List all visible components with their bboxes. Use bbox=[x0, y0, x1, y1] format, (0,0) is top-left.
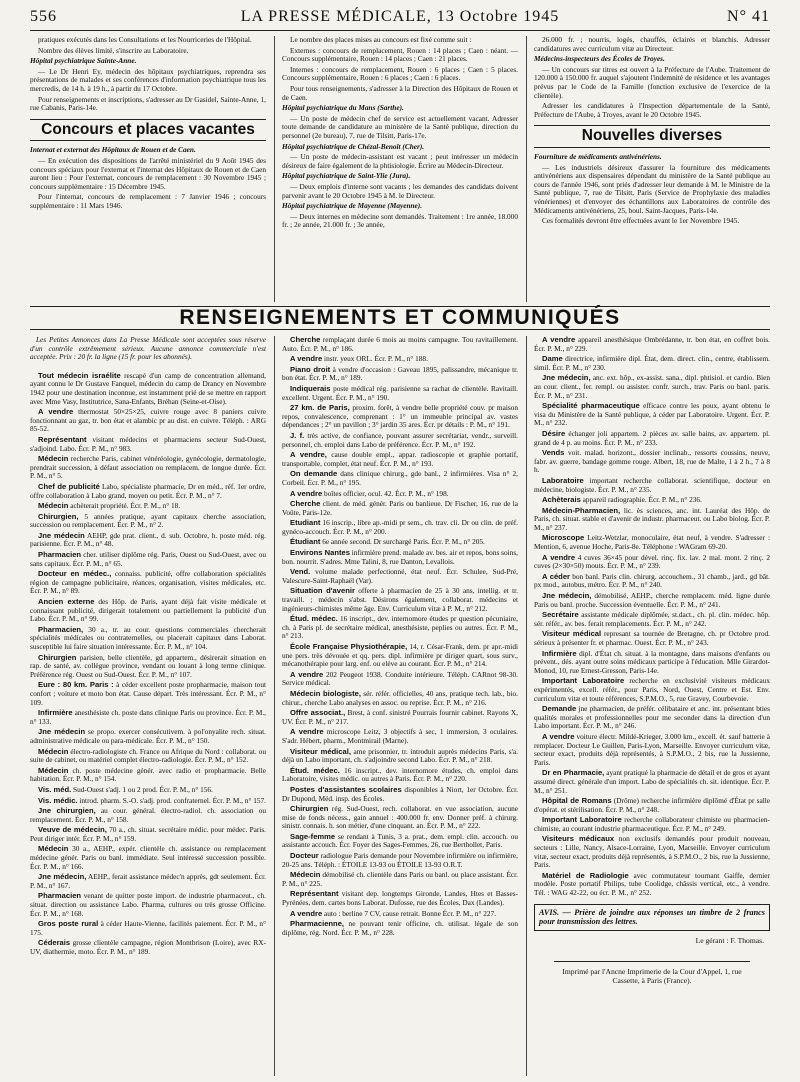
ad-lead: A vendre bbox=[290, 669, 324, 679]
classified-ad bbox=[534, 355, 770, 372]
ad-text: recherche Paris, cabinet vénéréologie, gynécologie, dermatologie, prendrait succession, à défaut association ou remplacem. de longue durée. Écr. P. M., n° 5. bbox=[30, 454, 266, 481]
ads-intro: Les Petites Annonces dans La Presse Médicale sont acceptées sous réserve d'un contrôle extrêmement sérieux. Aucune annonce commerciale n'est acceptée. Prix : 20 fr. la ligne (15 fr. pour les abonnés). bbox=[30, 336, 266, 362]
ad-lead: Pharmacien bbox=[38, 891, 82, 901]
ad-text: ayant pratiqué la pharmacie de détail et de gros et ayant assumé direct. générale d'un import. Labo de spécialités ch. sit. identique. Écr. P. M., n° 251. bbox=[534, 768, 770, 795]
classified-ad bbox=[30, 532, 266, 549]
classified-ad bbox=[282, 538, 518, 547]
ad-text: Leitz-Wetzlar, monoculaire, état neuf, à vendre. S'adresser : Mention, 6, avenue Hoche, Paris-8e. Téléphone : WAGram 69-20. bbox=[534, 533, 770, 552]
ad-text: 16 inscript., dev. internomore études pr question pécuniaire, ch. à Paris pl. de secrétaire médical, anesthésiste, peplies ou autres. Écr. P. M., n° 213. bbox=[282, 614, 518, 641]
ad-text: démobilisé, AEHP., cherche remplacem. méd. ligne durée Paris ou banl. proche. Succession éventuelle. Écr. P. M., n° 241. bbox=[534, 591, 770, 609]
ad-lead: Veuve de médecin, bbox=[38, 825, 107, 835]
running-header bbox=[30, 8, 770, 31]
ad-text: disponibles à Niort, 1er Octobre. Écr. Dr Dupond, Méd. insp. des Écoles. bbox=[282, 784, 518, 803]
ad-text: dans clinique chirurg., gde banl., 2 infirmières. Visa n° 2, Corbeil. Écr. P. M., n° 195. bbox=[282, 469, 518, 487]
ad-text: 6e année second. Dr surchargé Paris. Écr. P. M., n° 205. bbox=[320, 537, 485, 547]
ad-text: électro-radiologiste ch. France ou Afrique du Nord : collaborat. ou suite de cabinet, ou matériel complet électro-radiologie. Écr. P. M., n° 152. bbox=[30, 746, 266, 765]
article-paragraph: — Les industriels désireux d'assurer la fourniture des médicaments antivénériens aux dispensaires dépendant du ministère de la Santé publique au cours de l'année 1946, sont priés d'adresser leur demande à M. le Ministre de la Santé publique, 7, rue de Tilsitt, Paris (Service de Prophylaxie des maladies vénériennes) et d'envoyer des échantillons aux Laboratoires de contrôle des Médicaments antivénériens, 25, boul. Saint-Jacques, Paris-14e. bbox=[534, 162, 770, 215]
ad-lead: Étud. médec. bbox=[290, 614, 338, 624]
classified-ad bbox=[30, 845, 266, 871]
ad-text: (Drôme) recherche infirmière diplômé d'État pr salle d'opérat. et stérilisation. Écr. P. M., n° 248. bbox=[534, 796, 770, 814]
ad-text: grosse clientèle campagne, région Montbrison (Loire), avec RX-UV, diathermie, moto. Écr. P. M., n° 189. bbox=[30, 938, 266, 956]
classified-ad bbox=[30, 455, 266, 481]
classified-ad bbox=[30, 786, 266, 795]
ad-lead: Cherche bbox=[290, 336, 321, 344]
ad-lead: Indiquerais bbox=[290, 383, 331, 393]
classified-ad bbox=[30, 570, 266, 596]
ad-lead: Jne chirurgien, bbox=[38, 806, 96, 816]
classified-ad bbox=[282, 728, 518, 745]
classified-ad bbox=[282, 709, 518, 726]
classified-ad bbox=[282, 671, 518, 688]
ad-text: non exclusifs demandés pour produit nouveau, secteurs : Lille, Nancy, Alsace-Lorraine, Lyon, Marseille. Envoyer curriculum vitæ, secteur exact, produits déjà représentés, à S.P.M.O., 2 bis, rue la Jussienne, Paris. bbox=[534, 834, 770, 870]
classified-ad bbox=[534, 374, 770, 400]
classified-ad bbox=[30, 654, 266, 680]
ad-lead: Pharmacienne, bbox=[290, 919, 345, 929]
classified-ad bbox=[282, 404, 518, 430]
ad-lead: On demande bbox=[290, 469, 338, 479]
article-heading: Hôpital psychiatrique de Mayenne (Mayenne). bbox=[282, 201, 423, 211]
ad-lead: Céderais bbox=[38, 938, 71, 948]
article-paragraph: Pour tous renseignements, s'adresser à la Direction des Hôpitaux de Rouen et de Caen. bbox=[282, 83, 518, 102]
ad-lead: Chirurgien bbox=[38, 652, 77, 662]
classified-ad bbox=[30, 892, 266, 918]
ad-text: AEHP, gde prat. client., d. sub. Octobre, h. poste méd. rég. parisienne. Écr. P. M., n° 48. bbox=[30, 530, 266, 549]
ad-text: très active, de confiance, pouvant assurer secrétariat, vendr., surveill. personnel, ch. emploi dans Labo de préférence. Écr. P. M., n° 192. bbox=[282, 430, 518, 449]
ad-text: recherche en exclusivité visiteurs médicaux expérimentés, excell. référ., pour Paris, Nord, Ouest, Centre et Est. Env. curriculum vitæ et toute références, S.P.M.O., 5, rue Gravey, Courbevoie. bbox=[534, 676, 770, 703]
ad-lead: Infirmière bbox=[542, 648, 577, 658]
masthead: LA PRESSE MÉDICALE, 13 Octobre 1945 bbox=[240, 8, 560, 25]
ad-text: infirmière prend. malade av. bes. air et repos, bons soins, bon. nourrit. S'adres. Mme Talini, 8, rue Danton, Levallois. bbox=[282, 548, 518, 566]
ad-text: se propo. exercer consécutivem. à pol'onyalite rech. situat. administrative médicale ou para-médicale. Écr. P. M., n° 150. bbox=[30, 727, 266, 745]
article-paragraph: 26.000 fr. ; nourris, logés, chauffés, éclairés et blanchis. Adresser candidatures avec curriculum vitæ au Directeur. bbox=[534, 36, 770, 53]
section-title-nouvelles: Nouvelles diverses bbox=[534, 125, 770, 148]
ad-lead: Ancien externe bbox=[38, 597, 95, 607]
classified-ad bbox=[534, 573, 770, 590]
ad-text: au cour. général. électro-radiol. ch. association ou remplacement. Écr. P. M., n° 158. bbox=[30, 806, 266, 824]
classified-ad bbox=[534, 816, 770, 833]
ad-lead: Piano droit bbox=[290, 364, 331, 374]
ad-text: lic. ès sciences, anc. int. Lauréat des Hôp. de Paris, ch. situat. stable et d'avenir de industr. pharmaceut. ou Labo biolog. Écr. P. M., n° 237. bbox=[534, 505, 770, 532]
column-rule bbox=[526, 336, 527, 1076]
ad-text: à vendre d'occasion : Gaveau 1895, palissandre, mécanique tr. bon état. Écr. P. M., n° 189. bbox=[282, 364, 518, 383]
article-paragraph: Nombre des élèves limité, s'inscrire au Laboratoire. bbox=[38, 45, 189, 55]
ad-text: poste médical rég. parisienne sa rachat de clientèle. Ravitaill. excellent. Urgent. Écr. P. M., n° 190. bbox=[282, 383, 518, 402]
classified-ad bbox=[534, 797, 770, 814]
ad-lead: Environs Nantes bbox=[290, 548, 350, 558]
classified-ad bbox=[534, 449, 770, 475]
classified-ad bbox=[534, 872, 770, 898]
classified-ad bbox=[282, 366, 518, 383]
ad-text: 202 Peugeot 1938. Conduite intérieure. Téléph. CARnot 98-30. Service médical. bbox=[282, 669, 518, 688]
ad-lead: A vendre bbox=[290, 908, 323, 918]
classified-ad bbox=[30, 873, 266, 890]
ad-text: voit. malad. horizont., dossier inclinab., ressorts coussins, neuve, fabr. av. guerre, bandage gomme rouge. Albert, 18, rue de Malte, 1 à 2 h., 7 à 8 h. bbox=[534, 448, 770, 475]
ad-lead: Visiteur médical, bbox=[290, 746, 351, 756]
classified-ad bbox=[30, 826, 266, 843]
ad-text: microscope Leitz, 3 objectifs à sec, 1 immersion, 3 oculaires. S'adr. Hébert, pharm., Montmirail (Marne). bbox=[282, 727, 518, 745]
classified-ad bbox=[30, 681, 266, 707]
ad-text: 70 a., ch. situat. secrétaire médic. pour médec. Paris. Peut diriger intér. Écr. P. M., n° 159. bbox=[30, 825, 266, 843]
ad-lead: Matériel de Radiologie bbox=[542, 870, 629, 880]
classified-ad bbox=[534, 611, 770, 628]
top-column-1 bbox=[30, 36, 266, 302]
classified-ad bbox=[30, 408, 266, 434]
classified-ad bbox=[30, 748, 266, 765]
ad-lead: Important Laboratoire bbox=[542, 815, 622, 825]
ad-text: avec commutateur tournant Gaiffe, dernier modèle. Poste portatif Philips, tube Coolidge, châssis vertical, etc., à vendre. Tél. : WAG 42-22, ou écr. P. M., n° 252. bbox=[534, 870, 770, 898]
ad-text: rég. Sud-Ouest, rech. collaborat. en vue association, aucune mise de fonds nécess., gain annuel : 400.000 fr. env. Donner préf. à chirurg. sinistr. connais. h. son métier, d'une cinquant. an. Écr. P. M., n° 222. bbox=[282, 804, 518, 831]
article-paragraph: — Un poste de médecin chef de service est actuellement vacant. Adresser toute demande de candidature au ministère de la Santé publique, direction du personnel (2e bureau), 7, rue de Tilsitt, Paris-17e. bbox=[282, 113, 518, 140]
column-rule bbox=[526, 36, 527, 302]
ad-lead: Médecin bbox=[38, 746, 69, 756]
imprint-line: Imprimé par l'Ancne Imprimerie de la Cour d'Appel, 1, rue Cassette, à Paris (France). bbox=[554, 961, 750, 985]
ad-lead: Pharmacien bbox=[38, 550, 82, 560]
classified-ad bbox=[30, 502, 266, 511]
ad-lead: Visiteur médical bbox=[542, 629, 602, 639]
ad-lead: Docteur bbox=[290, 851, 319, 861]
classified-ad bbox=[282, 786, 518, 803]
ad-text: voiture électr. Mildé-Krieger, 3.000 km., excell. ét. sauf batterie à remplacer. Docteur Le Guillen, Paris-Lyon, Marseille. Envoyer curriculum vitæ, secteur exact, produits déjà représentés, à S.P.M.O., 2 bis, rue la Jussienne, Paris. bbox=[534, 731, 770, 767]
ad-lead: Important Laboratoire bbox=[542, 676, 625, 686]
ad-text: jne pharmacien, de préfér. célibataire et anc. int. présentant bties qualités morales et professionnelles pour me seconder dans la direction d'un Labo important. Écr. P. M., n° 246. bbox=[534, 704, 770, 731]
classified-ad bbox=[282, 852, 518, 869]
ad-text: dipl. d'État ch. situat. à la montagne, dans maisons d'enfants ou prévent., dés. ayant outre soins médicaux participe à l'éducation. Mlle Girardot-Monod, 10, rue Ernest-Gresson, Paris-14e. bbox=[534, 648, 770, 675]
ad-lead: Laboratoire bbox=[542, 475, 584, 485]
ads-column-3 bbox=[534, 336, 770, 1076]
classified-ad bbox=[534, 554, 770, 571]
ad-text: efficace contre les poux, ayant obtenu le visa du Ministère de la Santé publique, à céder par Laboratoire. Urgent. Écr. P. M., n° 232. bbox=[534, 401, 770, 428]
article-paragraph: Ces formalités devront être effectuées avant le 1er Novembre 1945. bbox=[542, 216, 740, 226]
classified-ad bbox=[30, 807, 266, 824]
ad-lead: A vendre bbox=[542, 731, 575, 741]
ad-text: se rendant à Tunis, 3 a. prat., dem. empl. clin. accouch. ou assistante accouch. Écr. Foyer des Sages-Femmes, 26, rue Berthollet, Paris. bbox=[282, 831, 518, 850]
ad-text: appareil radiographie. Écr. P. M., n° 236. bbox=[580, 495, 702, 505]
classified-ad bbox=[282, 355, 518, 364]
classified-ad bbox=[282, 833, 518, 850]
classified-ad bbox=[534, 507, 770, 533]
ad-lead: Médecin bbox=[290, 870, 321, 880]
article-paragraph: Externes : concours de remplacement, Rouen : 14 places ; Caen : néant. — Concours supplémentaire, Rouen : 14 places ; Caen : 21 places. bbox=[282, 45, 518, 64]
ad-lead: Chirurgien bbox=[290, 804, 329, 814]
ad-lead: A vendre bbox=[290, 727, 324, 737]
ad-text: 5 années pratique, ayant capitaux cherche association, succession ou remplacement. Écr. P. M., n° 2. bbox=[30, 511, 266, 530]
ad-text: achèterait propriété. Écr. P. M., n° 18. bbox=[68, 501, 181, 511]
ad-text: échanger joli appartem. 2 pièces av. salle bains, av. appartem. pl. grand de 4 p. au moins. Écr. P. M., n° 233. bbox=[534, 428, 770, 447]
ads-column-2 bbox=[282, 336, 518, 1076]
ad-text: rescapé d'un camp de concentration allemand, ayant connu le Dr Gustave Fanquel, médecin du camp de Drancy en Novembre 1942 pour une destination inconnue, est instamment prié de se mettre en rapport avec Mme Vasy, Institutrice, Sana-Enfants, Bréhan (Seine-et-Oise). bbox=[30, 370, 266, 406]
ad-text: AEHP., ferait assistance médec'n apprès, gdt seulement. Écr. P. M., n° 167. bbox=[30, 872, 266, 890]
ad-text: à céder excellent poste propharmacie, maison tout confort ; voiture et moto bon état. Cause départ. Très intéressant. Écr. P. M., n° 109. bbox=[30, 680, 266, 707]
ad-text: des Hôp. de Paris, ayant déjà fait visite médicale et connaissant publicité, dirigerait totalement ou partiellement la publicité d'un Labo. Écr. P. M., n° 99. bbox=[30, 597, 266, 624]
ad-lead: Vis. méd. bbox=[38, 784, 72, 794]
ads-column-1 bbox=[30, 336, 266, 1076]
classified-ad bbox=[282, 767, 518, 784]
classified-ad bbox=[282, 587, 518, 613]
ad-text: Labo, spécialiste pharmacie, Dr en méd., réf. 1er ordre, offre collaboration à Labo grand, moyen ou petit. Écr. P. M., n° 7. bbox=[30, 481, 266, 500]
ad-lead: École Française Physiothérapie, bbox=[290, 642, 408, 651]
classified-ad bbox=[30, 920, 266, 937]
ad-lead: Spécialité pharmaceutique bbox=[542, 401, 640, 411]
classified-ad bbox=[282, 470, 518, 487]
ad-text: radiologue Paris demande pour Novembre infirmière ou infirmière, 20-25 ans. Téléph. : ÉTOILE 13-93 ou ÉTOILE 13-93 O.R.T. bbox=[282, 851, 518, 869]
classified-ad bbox=[534, 430, 770, 447]
ad-lead: Hôpital de Romans bbox=[542, 796, 612, 806]
section-banner: RENSEIGNEMENTS ET COMMUNIQUÉS bbox=[30, 306, 770, 330]
ad-lead: Jne médecin, bbox=[542, 373, 591, 383]
ad-text: à céder Haute-Vienne, facilités paiement. Écr. P. M., n° 175. bbox=[30, 919, 266, 937]
ad-lead: Étud. médec. bbox=[290, 765, 340, 775]
ad-lead: Etudiant bbox=[290, 518, 321, 528]
ad-text: anesthésiste ch. poste dans clinique Paris ou province. Écr. P. M., n° 133. bbox=[30, 708, 266, 726]
ad-lead: Situation d'avenir bbox=[290, 586, 355, 596]
classified-ad bbox=[30, 728, 266, 745]
ad-lead: A vendre bbox=[542, 336, 576, 344]
ad-lead: Infirmière bbox=[38, 708, 73, 718]
ad-lead: Postes d'assistantes scolaires bbox=[290, 784, 402, 794]
issue-number: N° 41 bbox=[727, 8, 770, 25]
ad-text: 14, r. César-Frank, dem. pr apr.-midi une pers. très dévouée et qq. pers. dipl. infirmière pr diriger quart, sous surv., mécanothérapie pour larg. enf. ou elève au courant. Écr. P. M., n° 214. bbox=[282, 642, 518, 669]
classified-ad bbox=[282, 643, 518, 669]
ad-lead: Jne médecin bbox=[38, 727, 86, 737]
ad-text: 30 a., AEHP., expér. clientèle ch. assistance ou remplacement médecine génér. Paris ou banl. immédiate. Seul intéressé succession possible. Écr. P. M., n° 166. bbox=[30, 844, 266, 871]
ad-text: anc. ext. hôp., ex-assist. sana., dipl. phtisiol. et cardio. Bien au cour. client., fer. rempl. ou assister. confr. surch., trav. Paris ou banl. paris. Écr. P. M., n° 231. bbox=[534, 373, 770, 400]
classified-ad bbox=[534, 592, 770, 609]
ad-text: visitant médecins et pharmaciens secteur Sud-Ouest, s'adjoind. Labo. Écr. P. M., n° 983. bbox=[30, 434, 266, 453]
ad-lead: 27 km. de Paris, bbox=[290, 403, 350, 413]
classified-ad bbox=[30, 709, 266, 726]
classified-ad bbox=[282, 519, 518, 536]
ad-lead: Dame bbox=[542, 354, 563, 364]
ad-text: instr. yeux ORL. Écr. P. M., n° 188. bbox=[322, 354, 428, 364]
ad-lead: Représentant bbox=[290, 889, 339, 899]
classified-ad bbox=[282, 451, 518, 468]
ad-text: bon banl. Paris clin. chirurg. accouchem., 31 chamb., jard., gd bât. px mod., autobus, métro. Écr. P. M., n° 240. bbox=[534, 571, 770, 590]
classified-ad bbox=[30, 767, 266, 784]
classified-ad bbox=[534, 336, 770, 353]
ad-text: boîtes officier, ocul. 42. Écr. P. M., n° 198. bbox=[322, 488, 449, 498]
classified-ad bbox=[534, 835, 770, 869]
classified-ad bbox=[282, 890, 518, 907]
classified-ad bbox=[534, 769, 770, 795]
ad-text: cause double empl., appar. radioscopie et graphie portatif, transportable, complet, état neuf. Écr. P. M., n° 193. bbox=[282, 450, 518, 468]
ad-lead: Médecin bbox=[38, 501, 69, 511]
classified-ad bbox=[30, 626, 266, 652]
ad-lead: Médecin biologiste, bbox=[290, 688, 361, 698]
ad-lead: Jne médecin bbox=[38, 530, 85, 540]
classified-ad bbox=[30, 939, 266, 956]
ad-text: ne pouvant tenir officine, ch. utilisat. légale de son diplôme, rég. Nord. Écr. P. M., n° 228. bbox=[282, 919, 518, 937]
ad-text: cher. utiliser diplôme rég. Paris, Ouest ou Sud-Ouest, avec ou sans capitaux. Écr. P. M., n° 65. bbox=[30, 550, 266, 568]
article-paragraph: Pour renseignements et inscriptions, s'adresser au Dr Gasidel, Sainte-Anne, 1, rue Cabanis, Paris-14e. bbox=[30, 94, 266, 113]
ad-text: Brest, à conf. sinistré Pourrais fournir cabinet. Rayons X, UV. Écr. P. M., n° 217. bbox=[282, 708, 518, 726]
classified-ad bbox=[282, 568, 518, 585]
ad-text: thermostat 50×25×25, cuivre rouge avec 8 paniers cuivre fonctionnant au gaz, tr. bon état et alambic pr au dist. en cuivre. Téléph. : ARG 85-52. bbox=[30, 407, 266, 434]
ad-lead: A vendre bbox=[542, 552, 576, 562]
page-number: 556 bbox=[30, 8, 57, 25]
ad-lead: Gros poste rural bbox=[38, 919, 99, 929]
ad-text: 4 cuves 36×45 pour dével. rinç. fix. lav. 2 mal. mont. 2 rinç. 2 cuves (2×30×50) mouts. Écr. P. M., n° 239. bbox=[534, 552, 770, 571]
ad-lead: Pharmacien, bbox=[38, 624, 84, 634]
classified-ad bbox=[282, 748, 518, 765]
ad-lead: Médecin bbox=[38, 844, 69, 854]
ad-lead: J. f. bbox=[290, 430, 305, 440]
ad-text: appareil anesthésique Ombrédanne, tr. bon état, en coffret bois. Écr. P. M., n° 229. bbox=[534, 336, 770, 353]
ad-text: recherche collaborateur chimiste ou pharmacien-chimiste, au courant industrie pharmaceutique. Écr. P. M., n° 249. bbox=[534, 815, 770, 833]
classified-ad bbox=[534, 733, 770, 767]
classified-ad bbox=[30, 598, 266, 624]
ad-text: auto : berline 7 CV, cause retrait. Bonne Écr. P. M., n° 227. bbox=[322, 908, 497, 918]
classified-ad bbox=[282, 690, 518, 707]
classified-ad bbox=[30, 372, 266, 406]
classified-ad bbox=[282, 432, 518, 449]
ad-lead: Vis. médic. bbox=[38, 795, 78, 805]
classified-ad bbox=[30, 513, 266, 530]
ad-text: venant de quitter poste import. de industrie pharmaceut., ch. situat. direction ou assistance Labo. Pharma, cultures ou très grosse Officine. Écr. P. M., n° 168. bbox=[30, 891, 266, 918]
classified-ad bbox=[282, 805, 518, 831]
article-paragraph: Pour l'internat, concours de remplacement : 7 Janvier 1946 ; concours supplémentaire : 11 Mars 1946. bbox=[30, 192, 266, 210]
classified-ad bbox=[30, 483, 266, 500]
classified-ad bbox=[30, 436, 266, 453]
ad-lead: A céder bbox=[542, 571, 570, 581]
classified-ad bbox=[282, 871, 518, 888]
article-paragraph: — Un concours sur titres est ouvert à la Préfecture de l'Aube. Traitement de 120.000 à 150.000 fr. auquel s'ajoutent l'indemnité de résidence et les avantages prévus par le Code de la Famille (fonction exclusive de l'exercice de la clientèle). bbox=[534, 64, 770, 100]
ad-text: ame prisonnier, tr. introduit auprès médecins Paris, s'a. déjà un Labo important, ch. s'adjoindre second Labo. Écr. P. M., n° 218. bbox=[282, 746, 518, 765]
ad-text: client. de méd. génér. Paris ou banlieue. Dr Fischer, 16, rue de la Voûte, Paris-12e. bbox=[282, 499, 518, 517]
ad-text: connaiss. publicité, offre collaboration spécialités région de campagne publicitaire, réances, organisation, visites médicales, etc. Écr. P. M., n° 89. bbox=[30, 569, 266, 596]
classified-ad bbox=[534, 402, 770, 428]
ad-text: 30 a., tr. au cour. questions commerciales chercherait spécialités médicales ou contraternelles, ou placerait capitaux dans Laborat. susceptible lui faire situation intéressante. Écr. P. M., n° 104. bbox=[30, 624, 266, 651]
classified-ad bbox=[282, 490, 518, 499]
ad-lead: Visiteurs médicaux bbox=[542, 834, 615, 844]
notice-box: AVIS. — Prière de joindre aux réponses un timbre de 2 francs pour transmission des lettres. bbox=[534, 904, 770, 931]
article-paragraph: Internes : concours de remplacement, Rouen : 6 places ; Caen : 5 places. Concours supplémentaire, Rouen : 6 places ; Caen : 6 places. bbox=[282, 64, 518, 83]
classified-ad bbox=[282, 549, 518, 566]
ad-lead: Étudiant bbox=[290, 537, 321, 547]
classified-ad bbox=[534, 650, 770, 676]
classified-ad bbox=[534, 705, 770, 731]
classified-ad bbox=[30, 797, 266, 806]
gerant-line: Le gérant : F. Thomas. bbox=[695, 935, 764, 945]
ad-lead: Sage-femme bbox=[290, 831, 336, 841]
article-paragraph: — Deux emplois d'interne sont vacants ; les demandes des candidats doivent parvenir avant le 20 Octobre 1945 à M. le Directeur. bbox=[282, 181, 518, 200]
article-paragraph: Adresser les candidatures à l'Inspection départementale de la Santé, Préfecture de l'Aube, à Troyes, avant le 20 Octobre 1945. bbox=[534, 101, 770, 119]
ad-text: assistante médicale diplômée, st.dact., ch. pl. clin. médec. hôp. sér. référ., av. bes. ferait remplacements. Écr. P. M., n° 242. bbox=[534, 610, 770, 628]
ad-text: ch. poste médecine génér. avec radio et propharmacie. Belle habitation. Écr. P. M., n° 154. bbox=[30, 765, 266, 784]
column-rule bbox=[274, 36, 275, 302]
ad-lead: Dr en Pharmacie, bbox=[542, 768, 605, 778]
ad-lead: Jne médecin, bbox=[38, 872, 87, 882]
ad-text: represant sa tournée de Bretagne, ch. pr Octobre prod. sérieux à présenter fr. et pharmac. Ouest. Écr. P. M., n° 243. bbox=[534, 629, 770, 647]
ad-text: introd. pharm. S.-O. s'adj. prod. confraternel. Écr. P. M., n° 157. bbox=[77, 795, 266, 805]
ad-lead: Vend. bbox=[290, 567, 311, 577]
article-paragraph: — En exécution des dispositions de l'arrêté ministériel du 9 Août 1945 des concours spéciaux pour l'externat et l'internat des Hôpitaux de Rouen et de Caen auront lieu : Pour l'externat, concours de remplacement : 30 Novembre 1945 ; concours supplémentaire : 15 Décembre 1945. bbox=[30, 155, 266, 191]
ad-text: directrice, infirmière dipl. État, dem. direct. clin., centre, établissem. simil. Écr. P. M., n° 230. bbox=[534, 354, 770, 372]
ad-lead: Médecin-Pharmacien, bbox=[542, 505, 621, 515]
ad-lead: Vends bbox=[542, 448, 565, 458]
article-paragraph: — Deux internes en médecine sont demandés. Traitement : 1re année, 18.000 fr. ; 2e année, 21.000 fr. ; 3e année, bbox=[282, 211, 518, 230]
ad-text: proxim. forêt, à vendre belle propriété couv. pr maison repos, convalescence, comprenant : 1° un immeuble principal av. vastes dépendances ; 2° un pavillon ; 3° jardin 35 ares. Écr. pr détails : P. M., n° 191. bbox=[282, 403, 518, 430]
article-paragraph: — Un poste de médecin-assistant est vacant ; peut intéresser un médecin désireux de faire également de la phtisiologie. Écrire au Médecin-Directeur. bbox=[282, 152, 518, 170]
ad-lead: Tout médecin israélite bbox=[38, 370, 121, 380]
ad-lead: A vendre bbox=[290, 488, 323, 498]
ad-lead: Cherche bbox=[290, 499, 321, 509]
classified-ad bbox=[534, 496, 770, 505]
section-title-concours: Concours et places vacantes bbox=[30, 119, 266, 142]
ad-lead: Offre associat., bbox=[290, 708, 346, 718]
ad-lead: Achèterais bbox=[542, 495, 581, 505]
article-paragraph: — Le Dr Henri Ey, médecin des hôpitaux psychiatriques, reprendra ses présentations de malades et ses conférences d'information psychiatrique tous les mercredis, de 14 h. à 19 h., à partir du 17 Octobre. bbox=[30, 66, 266, 93]
classified-ad bbox=[282, 385, 518, 402]
ad-lead: Docteur en médec., bbox=[38, 569, 112, 579]
ad-text: Sud-Ouest s'adj. 1 ou 2 prod. Écr. P. M., n° 156. bbox=[71, 784, 213, 794]
ad-lead: Demande bbox=[542, 704, 577, 714]
classified-ad bbox=[282, 336, 518, 353]
classified-ad bbox=[282, 615, 518, 641]
ad-text: sér. référ. officielles, 40 ans, pratique tech. lab., bio. chirur., cherche Labo analyses en assoc. ou reprise. Écr. P. M., n° 216. bbox=[282, 688, 518, 707]
ad-lead: Désire bbox=[542, 428, 566, 438]
article-heading: Hôpital psychiatrique Sainte-Anne. bbox=[30, 56, 137, 66]
article-heading: Médecins-inspecteurs des Écoles de Troyes. bbox=[534, 54, 665, 64]
classified-ad bbox=[534, 677, 770, 703]
column-rule bbox=[274, 336, 275, 1076]
ad-lead: A vendre bbox=[38, 407, 74, 417]
ad-lead: Médecin bbox=[38, 454, 69, 464]
ad-lead: Jne médecin, bbox=[542, 591, 592, 601]
ad-text: 16 inscrip., libre ap.-midi pr sem., ch. trav. cli. Dr ou clin. de préf. gynéco-accouch. Écr. P. M., n° 200. bbox=[282, 518, 518, 536]
ad-lead: A vendre, bbox=[290, 450, 327, 460]
ad-lead: Chirurgien, bbox=[38, 511, 79, 521]
classified-ad bbox=[282, 910, 518, 919]
ad-text: offerte à pharmacien de 25 à 30 ans, intellig. et tr. travaill. ; médecin s'abst. Désirons également, collaborat. médecins et ingénieurs-chimistes même âge. Env. Curriculum vitæ à P. M., n° 212. bbox=[282, 586, 518, 613]
ad-text: parisien, belle clientèle, gd appartem., désirerait situation en rap. de santé, av. collègue province, vendant ou louant à long terme clinique. Préférence rég. Ouest ou Sud-Ouest. Écr. P. M., n° 107. bbox=[30, 652, 266, 679]
classified-ad bbox=[534, 630, 770, 647]
article-heading: Hôpital psychiatrique du Mans (Sarthe). bbox=[282, 103, 404, 113]
ad-lead: Microscope bbox=[542, 533, 585, 543]
article-paragraph: Le nombre des places mises au concours est fixé comme suit : bbox=[290, 36, 472, 44]
ad-lead: Chef de publicité bbox=[38, 481, 100, 491]
ad-lead: Représentant bbox=[38, 434, 87, 444]
ad-text: important recherche collaborat. scientifique, docteur en médecine, biologiste. Écr. P. M., n° 235. bbox=[534, 475, 770, 494]
ad-lead: Secrétaire bbox=[542, 610, 579, 620]
classified-ad bbox=[534, 477, 770, 494]
ad-lead: Médecin bbox=[38, 765, 69, 775]
ad-lead: A vendre bbox=[290, 354, 323, 364]
classified-ad bbox=[30, 551, 266, 568]
ad-text: volume malade perfectionné, état neuf. Écr. Schulee, Sud-Pré, Valescure-Saint-Raphaël (Var). bbox=[282, 567, 518, 585]
top-column-2 bbox=[282, 36, 518, 302]
ad-lead: Eure : 80 km. Paris : bbox=[38, 680, 114, 690]
classified-ad bbox=[282, 500, 518, 517]
top-column-3 bbox=[534, 36, 770, 302]
ad-text: démobilisé ch. clientèle dans Paris ou banl. ou place assistant. Écr. P. M., n° 225. bbox=[282, 870, 518, 888]
article-heading: Hôpital psychiatrique de Saint-Ylie (Jura). bbox=[282, 171, 411, 181]
classified-ad bbox=[534, 534, 770, 551]
article-heading: Hôpital psychiatrique de Chézal-Benoît (Cher). bbox=[282, 141, 425, 151]
article-heading: Internat et externat des Hôpitaux de Rouen et de Caen. bbox=[30, 145, 196, 155]
article-heading: Fourniture de médicaments antivénériens. bbox=[534, 151, 662, 161]
article-paragraph: pratiques exécutés dans les Consultations et les Nourriceries de l'Hôpital. bbox=[38, 36, 252, 44]
ad-text: visitant dep. longtemps Gironde, Landes, Htes et Basses-Pyrénées, dem. cartes bons Laborat. Dufosse, rue des Écoles, Dax (Landes). bbox=[282, 889, 518, 908]
ad-text: 16 inscript., dev. internomore études, ch. emploi dans Laboratoire, visites médic. ou autres à Paris. Écr. P. M., n° 220. bbox=[282, 765, 518, 784]
classified-ad bbox=[282, 920, 518, 937]
ad-text: remplaçant durée 6 mois au moins campagne. Tou ravitaillement. Auto. Écr. P. M., n° 186. bbox=[282, 336, 518, 353]
